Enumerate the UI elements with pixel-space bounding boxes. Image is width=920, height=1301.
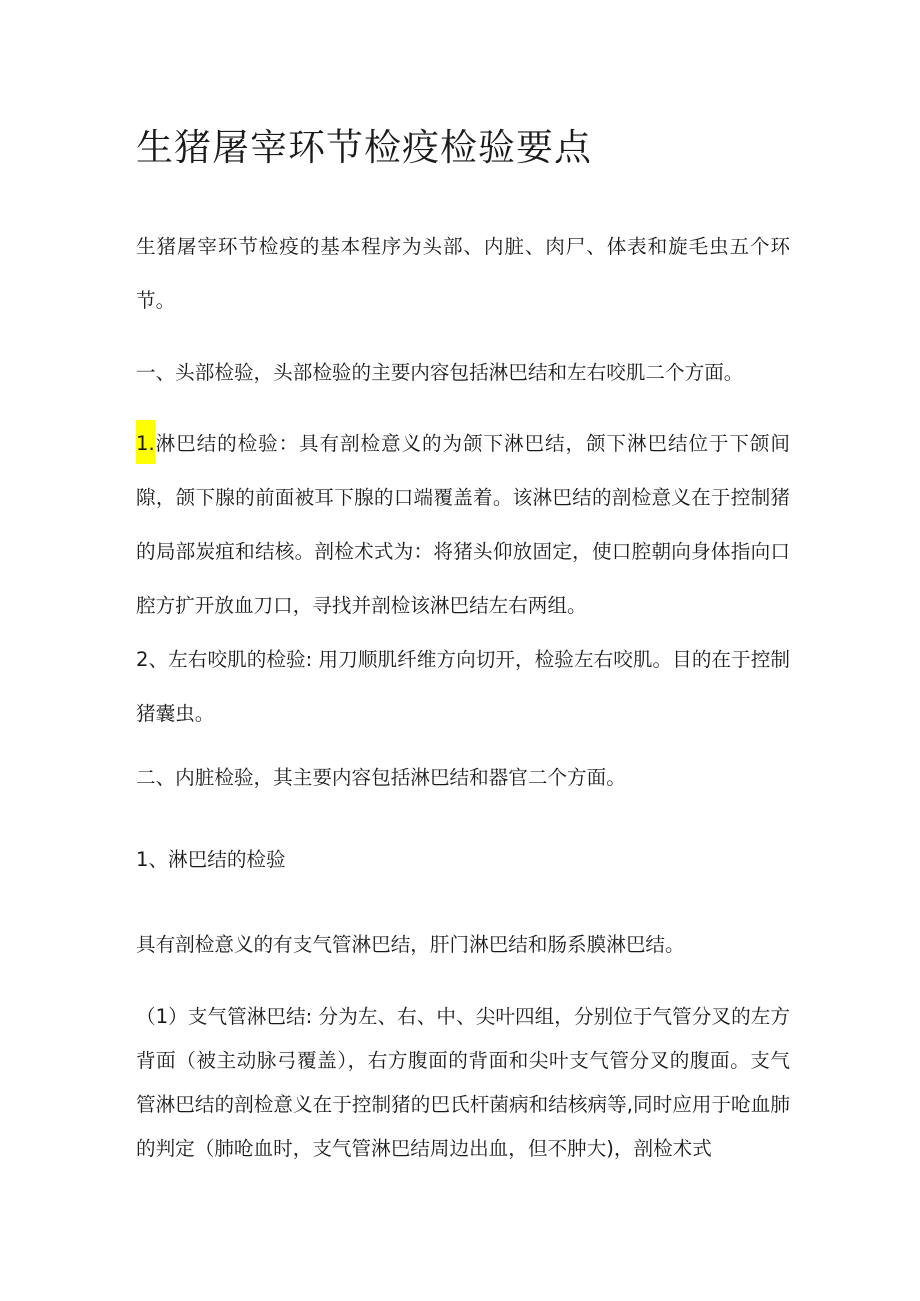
lymph-node-paragraph bbox=[136, 417, 790, 633]
lymph-node-text: 淋巴结的检验：具有剖检意义的为颌下淋巴结，颌下淋巴结位于下颌间隙，颌下腺的前面被耳下腺的口端覆盖着。该淋巴结的剖检意义在于控制猪的局部炭疽和结核。剖检术式为：将猪头仰放固定，使口腔朝向身体指向口腔方扩开放血刀口，寻找并剖检该淋巴结左右两组。 bbox=[136, 432, 790, 617]
intro-paragraph: 生猪屠宰环节检疫的基本程序为头部、内脏、肉尸、体表和旋毛虫五个环节。 bbox=[136, 235, 790, 312]
viscera-lymph-intro: 具有剖检意义的有支气管淋巴结，肝门淋巴结和肠系膜淋巴结。 bbox=[136, 933, 685, 956]
highlight-marker: 1. bbox=[136, 420, 155, 464]
head-inspection-heading: 一、头部检验，头部检验的主要内容包括淋巴结和左右咬肌二个方面。 bbox=[136, 361, 744, 384]
viscera-inspection-heading: 二、内脏检验，其主要内容包括淋巴结和器官二个方面。 bbox=[136, 766, 626, 789]
viscera-lymph-heading: 1、淋巴结的检验 bbox=[136, 848, 286, 871]
bronchial-paragraph: （1）支气管淋巴结: 分为左、右、中、尖叶四组，分别位于气管分叉的左方背面（被主动脉弓覆盖），右方腹面的背面和尖叶支气管分叉的腹面。支气管淋巴结的剖检意义在于控制猪的巴氏杆菌病和结核病等,同时应用于呛血肺的判定（肺呛血时，支气管淋巴结周边出血，但不肿大)，剖检术式 bbox=[136, 1005, 790, 1160]
page-title: 生猪屠宰环节检疫检验要点 bbox=[136, 126, 592, 169]
masseter-paragraph: 2、左右咬肌的检验: 用刀顺肌纤维方向切开，检验左右咬肌。目的在于控制猪囊虫。 bbox=[136, 648, 790, 725]
